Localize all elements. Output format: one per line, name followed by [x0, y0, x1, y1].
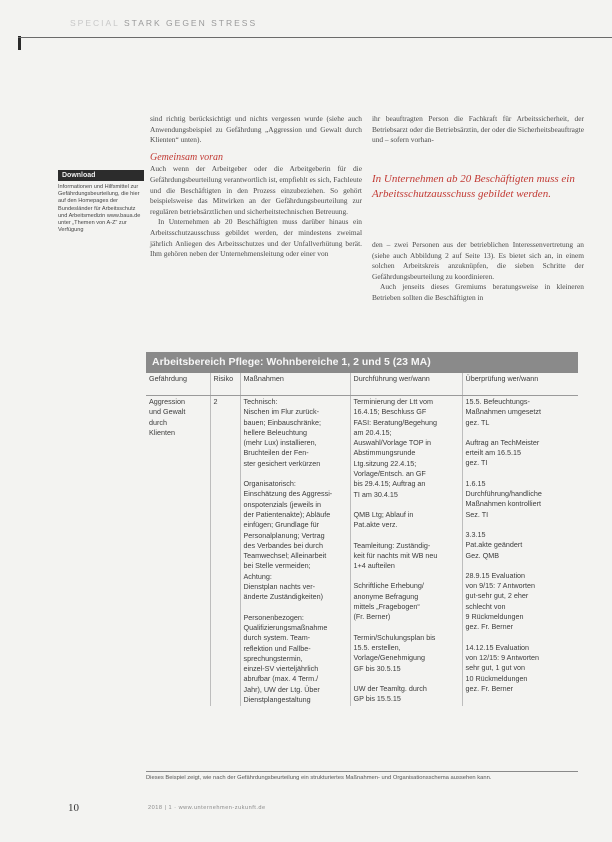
cell-spacer	[466, 561, 576, 571]
cell-spacer	[354, 674, 459, 684]
cell-text-line: einfügen; Grundlage für	[243, 520, 320, 530]
cell-text-line: Auswahl/Vorlage TOP in	[353, 438, 432, 448]
table-title: Arbeitsbereich Pflege: Wohnbereiche 1, 2 und 5 (23 MA)	[146, 352, 578, 373]
table-caption: Dieses Beispiel zeigt, wie nach der Gefährdungsbeurteilung ein strukturiertes Maßnahmen- und Organisationsschema aussehen kann.	[146, 775, 492, 781]
footer-text: 2018 | 1 · www.unternehmen-zukunft.de	[148, 805, 266, 811]
cell-text-line: 10 Rückmeldungen	[465, 673, 528, 683]
cell-text-line: hellere Beleuchtung	[243, 427, 308, 437]
cell-text-line: 2	[213, 397, 218, 406]
cell-text-line: Qualifizierungsmaßnahme	[243, 622, 328, 632]
cell-text-line: Achtung:	[243, 571, 272, 581]
cell-text-line: Technisch:	[243, 397, 278, 406]
cell-text-line: am 20.4.15;	[353, 427, 392, 437]
cell-text-line: anonyme Befragung	[353, 591, 419, 601]
cell-text-line: Pat.akte geändert	[465, 540, 523, 550]
cell-spacer	[354, 531, 459, 541]
cell-text-line: UW der Teamltg. durch	[353, 683, 427, 693]
column-header: Durchführung wer/wann	[350, 373, 462, 396]
cell-spacer	[466, 520, 576, 530]
cell-text-line: Ltg.sitzung 22.4.15;	[353, 458, 417, 468]
cell-spacer	[354, 571, 459, 581]
page-number: 10	[68, 802, 79, 814]
cell-text-line: gez. Fr. Berner	[465, 683, 514, 693]
cell-text-line: 16.4.15; Beschluss GF	[353, 407, 427, 417]
cell-text-line: 9 Rückmeldungen	[465, 612, 524, 622]
download-label: Download	[58, 170, 144, 181]
paragraph-intro: sind richtig berücksichtigt und nichts vergessen wurde (siehe auch Anwendungsbeispiel zu Gefährdung „Aggression und Gewalt durch Klienten“ unten).	[150, 114, 362, 145]
paragraph: Auch jenseits dieses Gremiums beratungsweise in kleineren Betrieben sollten die Beschäftigten in	[372, 282, 584, 302]
cell-text-line: Teamwechsel; Alleinarbeit	[243, 551, 327, 561]
cell-text-line: Vorlage/Genehmigung	[353, 653, 426, 663]
cell-text-line: Klienten	[149, 427, 175, 437]
cell-text-line: 1.6.15	[465, 478, 486, 488]
cell-text-line: Maßnahmen kontrolliert	[465, 499, 542, 509]
paragraph: ihr beauftragten Person die Fachkraft für Arbeitssicherheit, der Betriebsarzt oder die Betriebsärztin, der oder die Sicherheitsbeauftragte und – sofern vorhan-	[372, 114, 584, 145]
paragraph: den – zwei Personen aus der betrieblichen Interessenvertretung an (siehe auch Abbildung 2 auf Seite 13). Es bietet sich an, in einem solchen Arbeitskreis anzuknüpfen, die sieben Schritte der Gefährdungsbeurteilung zu koordinieren.	[372, 240, 584, 281]
pull-quote: In Unternehmen ab 20 Beschäftigten muss ein Arbeitsschutzausschuss gebildet werden.	[372, 173, 575, 200]
cell-text-line: 28.9.15 Evaluation	[465, 570, 526, 580]
cell-text-line: Einschätzung des Aggressi-	[243, 489, 333, 499]
table-row	[146, 396, 578, 707]
cell-text-line: Abstimmungsrunde	[353, 448, 416, 458]
cell-implementation	[350, 396, 462, 707]
download-sidebar	[58, 170, 144, 234]
cell-text-line: Bruchteilen der Fen-	[243, 448, 309, 458]
cell-text-line: Maßnahmen umgesetzt	[465, 407, 542, 417]
cell-spacer	[244, 603, 347, 613]
text-column-left	[150, 114, 362, 260]
cell-text-line: sehr gut, 1 gut von	[465, 663, 526, 673]
cell-text-line: 1+4 aufteilen	[353, 561, 395, 571]
cell-hazard	[146, 396, 210, 707]
cell-text-line: Jahr), UW der Ltg. Über	[243, 684, 320, 694]
cell-text-line: 15.5. Befeuchtungs-	[465, 397, 530, 406]
measures-table	[146, 373, 578, 706]
column-header: Gefährdung	[146, 373, 210, 396]
cell-text-line: Nischen im Flur zurück-	[243, 407, 319, 417]
header-rule-marker	[18, 36, 21, 50]
cell-text-line: Personalplanung; Vertrag	[243, 530, 325, 540]
cell-text-line: bis 29.4.15; Auftrag an	[353, 479, 426, 489]
cell-text-line: Terminierung der Ltt vom	[353, 397, 433, 406]
cell-text-line: (mehr Lux) installieren,	[243, 438, 317, 448]
cell-text-line: gez. TL	[465, 417, 490, 427]
cell-text-line: des Verbandes bei durch	[243, 540, 324, 550]
cell-text-line: Sez. TI	[465, 509, 489, 519]
cell-text-line: der Patientenakte); Abläufe	[243, 509, 331, 519]
cell-text-line: ster gesichert verkürzen	[243, 458, 321, 468]
cell-spacer	[244, 469, 347, 479]
cell-text-line: Dienstplan nachts ver-	[243, 582, 316, 592]
cell-text-line: einzel-SV vierteljährlich	[243, 664, 319, 674]
cell-spacer	[466, 633, 576, 643]
cell-text-line: Teamleitung: Zuständig-	[353, 540, 431, 550]
cell-text-line: GP bis 15.5.15	[353, 694, 401, 704]
cell-text-line: änderte Zuständigkeiten)	[243, 592, 324, 602]
cell-text-line: Aggression	[149, 397, 185, 406]
cell-text-line: 15.5. erstellen,	[353, 642, 401, 652]
cell-text-line: keit für nachts mit WB neu	[353, 550, 438, 560]
paragraph: In Unternehmen ab 20 Beschäftigten muss darüber hinaus ein Arbeitsschutzausschuss gebildet werden, der mindestens zweimal jährlich Anliegen des Arbeitsschutzes und der Unfallverhütung berät. Ihm gehören neben der Unternehmensleitung oder einer von	[150, 217, 362, 259]
cell-text-line: schlecht von	[465, 601, 506, 611]
section-heading: Gemeinsam voran	[150, 151, 224, 163]
header-title: STARK GEGEN STRESS	[123, 18, 258, 28]
column-header: Maßnahmen	[240, 373, 350, 396]
cell-text-line: Vorlage/Entsch. an GF	[353, 469, 426, 479]
cell-text-line: onspotenzials (jeweils in	[243, 499, 322, 509]
cell-text-line: bei Stelle vermeiden;	[243, 561, 311, 571]
cell-text-line: 3.3.15	[465, 529, 486, 539]
cell-text-line: gez. TI	[465, 458, 488, 468]
cell-spacer	[354, 500, 459, 510]
cell-text-line: Gez. QMB	[465, 550, 500, 560]
cell-text-line: FASI: Beratung/Begehung	[353, 417, 438, 427]
cell-text-line: von 9/15: 7 Antworten	[465, 581, 536, 591]
cell-text-line: durch	[149, 417, 167, 427]
cell-spacer	[466, 469, 576, 479]
cell-text-line: Personenbezogen:	[243, 612, 304, 622]
cell-text-line: und Gewalt	[149, 407, 186, 417]
cell-text-line: GF bis 30.5.15	[353, 663, 401, 673]
example-table	[146, 352, 578, 706]
cell-text-line: QMB Ltg; Ablauf in	[353, 509, 414, 519]
cell-text-line: Termin/Schulungsplan bis	[353, 632, 436, 642]
cell-spacer	[354, 623, 459, 633]
cell-text-line: Durchführung/handliche	[465, 489, 542, 499]
column-header: Überprüfung wer/wann	[462, 373, 578, 396]
cell-spacer	[466, 428, 576, 438]
text-column-right	[372, 114, 584, 146]
cell-text-line: Auftrag an TechMeister	[465, 437, 540, 447]
header-prefix: SPECIAL	[70, 18, 120, 28]
running-header	[70, 18, 257, 28]
cell-text-line: abrufbar (max. 4 Term./	[243, 674, 319, 684]
cell-text-line: von 12/15: 9 Antworten	[465, 652, 540, 662]
cell-text-line: Pat.akte verz.	[353, 520, 398, 530]
cell-measures	[240, 396, 350, 707]
column-header: Risiko	[210, 373, 240, 396]
cell-text-line: sprechungstermin,	[243, 653, 303, 663]
cell-text-line: gez. Fr. Berner	[465, 622, 514, 632]
table-bottom-rule	[146, 771, 578, 772]
cell-text-line: mittels „Fragebogen“	[353, 602, 420, 612]
cell-text-line: bauen; Einbauschränke;	[243, 417, 322, 427]
cell-review	[462, 396, 578, 707]
header-rule	[18, 37, 612, 38]
paragraph: Auch wenn der Arbeitgeber oder die Arbeitgeberin für die Gefährdungsbeurteilung verantwortlich ist, empfiehlt es sich, Fachleute und die Beschäftigten in den Prozess einzubeziehen. So gehört beispielsweise das Mitwirken an der Gefährdungsbeurteilung zur regulären betriebsärztlichen und sicherheitstechnischen Betreuung.	[150, 164, 362, 216]
cell-text-line: Schriftliche Erhebung/	[353, 581, 424, 591]
cell-text-line: Dienstplangestaltung	[243, 695, 311, 705]
cell-risk	[210, 396, 240, 707]
cell-text-line: (Fr. Berner)	[353, 612, 391, 622]
cell-text-line: TI am 30.4.15	[353, 489, 398, 499]
cell-text-line: 14.12.15 Evaluation	[465, 642, 530, 652]
download-text: Informationen und Hilfsmittel zur Gefährdungsbeurteilung, die hier auf den Homepages der Bundesländer für Arbeitsschutz und Arbeitsmedizin www.baua.de unter „Themen von A-Z“ zur Verfügung	[58, 184, 141, 234]
cell-text-line: erteilt am 16.5.15	[465, 448, 522, 458]
text-column-right-continued	[372, 240, 584, 304]
cell-text-line: durch system. Team-	[243, 633, 311, 643]
cell-text-line: Organisatorisch:	[243, 479, 296, 489]
table-header-row	[146, 373, 578, 396]
cell-text-line: reflektion und Fallbe-	[243, 643, 311, 653]
cell-text-line: gut-sehr gut, 2 eher	[465, 591, 529, 601]
